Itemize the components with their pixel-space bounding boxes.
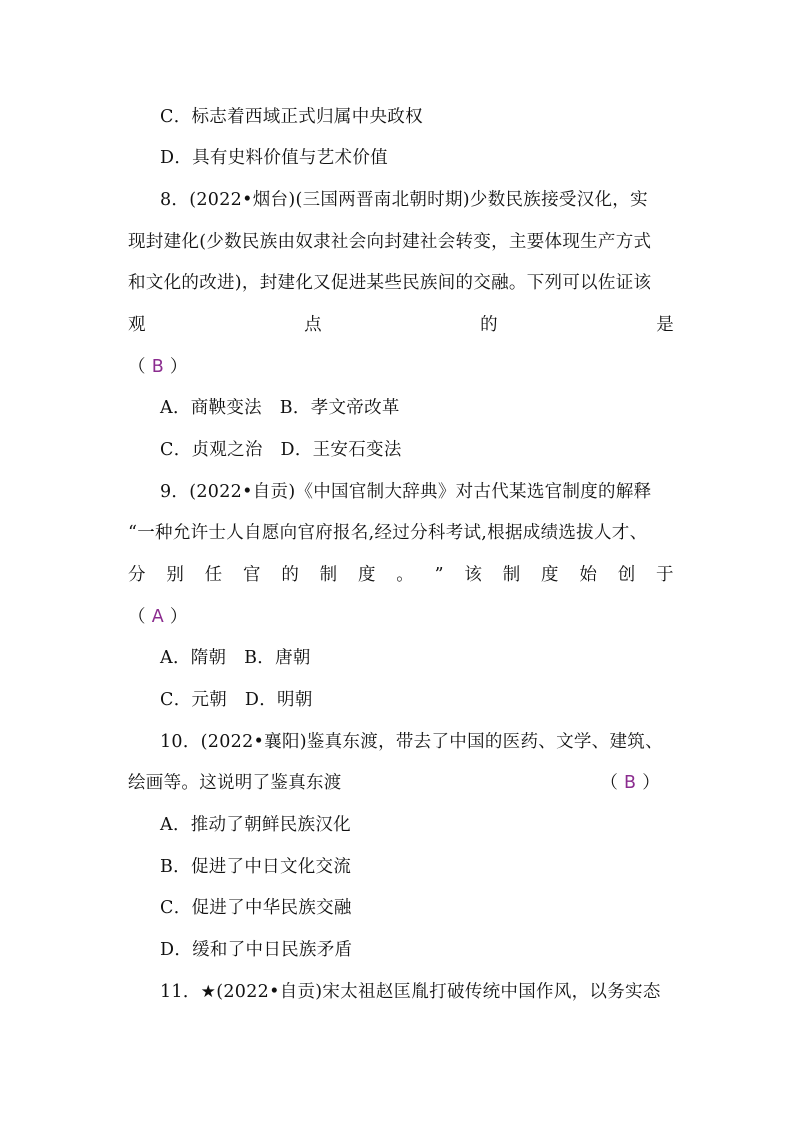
q10-option-c: C．促进了中华民族交融 bbox=[160, 898, 352, 918]
q10-stem-line-1: 10．(2022•襄阳)鉴真东渡，带去了中国的医药、文学、建筑、 bbox=[160, 732, 663, 752]
q11-stem-line-1 bbox=[160, 977, 674, 1007]
star-icon: ★ bbox=[200, 982, 217, 1002]
q10-paren-open: （ bbox=[600, 773, 619, 793]
q9-options-cd: C．元朝 D．明朝 bbox=[160, 690, 313, 710]
q9-word: 度 bbox=[357, 565, 376, 585]
q7-option-d: D．具有史料价值与艺术价值 bbox=[160, 148, 388, 168]
q8-answer: B bbox=[151, 357, 164, 377]
q9-word: 任 bbox=[204, 565, 223, 585]
q10-option-d: D．缓和了中日民族矛盾 bbox=[160, 940, 353, 960]
q7-option-c: C．标志着西域正式归属中央政权 bbox=[160, 107, 423, 127]
q9-word: 于 bbox=[656, 565, 674, 585]
q9-options-ab: A．隋朝 B．唐朝 bbox=[160, 648, 311, 668]
q9-answer: A bbox=[151, 607, 164, 627]
q9-word: 官 bbox=[242, 565, 261, 585]
q10-answer-paren bbox=[600, 768, 660, 798]
q9-word: ” bbox=[434, 565, 444, 585]
q9-stem-line-1: 9．(2022•自贡)《中国官制大辞典》对古代某选官制度的解释 bbox=[160, 482, 652, 502]
q10-answer: B bbox=[624, 773, 637, 793]
q9-word: 制 bbox=[319, 565, 338, 585]
q10-option-b: B．促进了中日文化交流 bbox=[160, 857, 352, 877]
q9-word: 该 bbox=[464, 565, 483, 585]
q9-word: 的 bbox=[281, 565, 300, 585]
q8-paren-open: （ bbox=[128, 357, 146, 377]
q9-paren-close: ） bbox=[169, 607, 188, 627]
q8-options-ab: A．商鞅变法 B．孝文帝改革 bbox=[160, 398, 400, 418]
q8-word: 是 bbox=[656, 315, 674, 335]
q8-stem-line-1: 8．(2022•烟台)(三国两晋南北朝时期)少数民族接受汉化，实 bbox=[160, 190, 648, 210]
q8-stem-line-3: 和文化的改进)，封建化又促进某些民族间的交融。下列可以佐证该 bbox=[128, 273, 652, 293]
q10-paren-close: ） bbox=[642, 773, 660, 793]
q9-word: 创 bbox=[617, 565, 636, 585]
q8-options-cd: C．贞观之治 D．王安石变法 bbox=[160, 440, 402, 460]
q8-word: 点 bbox=[304, 315, 322, 335]
q10-option-a: A．推动了朝鲜民族汉化 bbox=[160, 815, 351, 835]
q9-answer-line bbox=[128, 602, 674, 632]
q9-word: 。 bbox=[396, 565, 415, 585]
q9-word: 别 bbox=[166, 565, 185, 585]
q11-stem-text: (2022•自贡)宋太祖赵匡胤打破传统中国作风，以务实态 bbox=[216, 982, 661, 1002]
q9-word: 分 bbox=[128, 565, 146, 585]
q9-word: 始 bbox=[579, 565, 598, 585]
q8-word: 的 bbox=[480, 315, 498, 335]
q8-paren-close: ） bbox=[169, 357, 188, 377]
q9-stem-line-2: “一种允许士人自愿向官府报名,经过分科考试,根据成绩选拔人才、 bbox=[128, 523, 648, 543]
q9-stem-line-3 bbox=[128, 560, 674, 590]
q9-paren-open: （ bbox=[128, 607, 146, 627]
q8-stem-line-2: 现封建化(少数民族由奴隶社会向封建社会转变，主要体现生产方式 bbox=[128, 232, 652, 252]
q8-word: 观 bbox=[128, 315, 146, 335]
q9-word: 制 bbox=[502, 565, 521, 585]
q9-word: 度 bbox=[541, 565, 559, 585]
q11-number: 11． bbox=[160, 982, 201, 1002]
q10-stem-text: 绘画等。这说明了鉴真东渡 bbox=[128, 773, 342, 793]
q10-stem-line-2 bbox=[128, 768, 674, 798]
q8-answer-line bbox=[128, 352, 674, 382]
q8-stem-line-4 bbox=[128, 310, 674, 340]
